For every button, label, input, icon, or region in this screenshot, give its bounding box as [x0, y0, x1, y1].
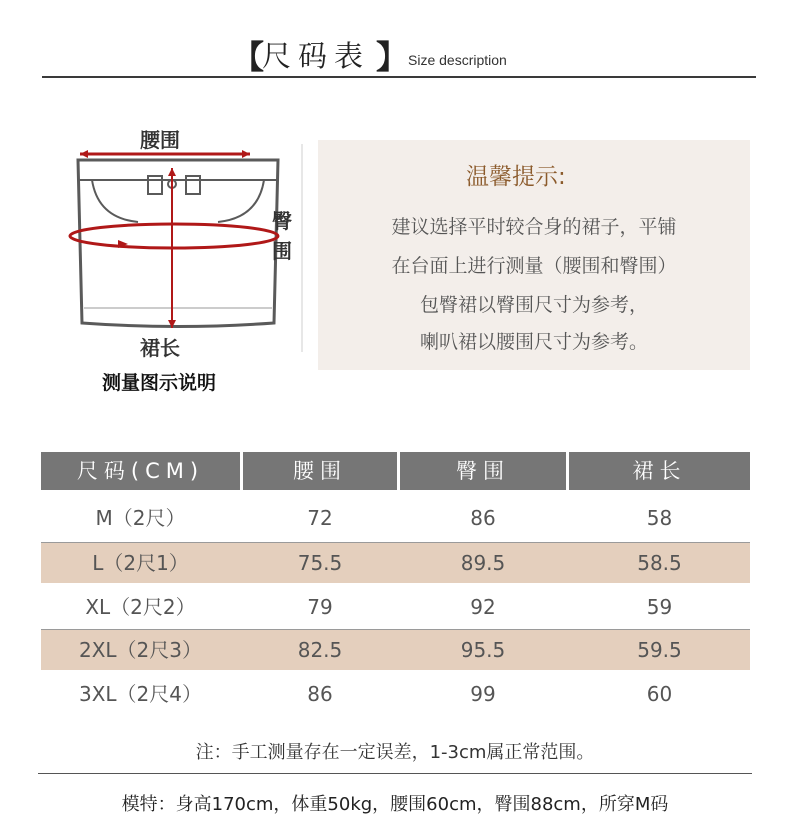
model-info: 模特：身高170cm，体重50kg，腰围60cm，臀围88cm，所穿M码: [121, 794, 669, 815]
size-cell: M（2尺）: [95, 506, 186, 530]
tips-line: 包臀裙以臀围尺寸为参考，: [419, 294, 648, 316]
size-cell: 3XL（2尺4）: [78, 682, 203, 706]
column-header-size: 尺码(CM): [41, 452, 240, 490]
measurement-diagram: [58, 118, 318, 400]
waist-cell: 72: [307, 506, 333, 530]
size-cell: L（2尺1）: [92, 551, 189, 575]
table-header-row: [41, 452, 750, 490]
waist-cell: 79: [307, 595, 333, 619]
table-row: [41, 674, 750, 714]
title-bracket-left: 【: [232, 38, 265, 76]
column-header-hip: 臀围: [400, 452, 566, 490]
length-cell: 58.5: [637, 551, 682, 575]
size-cell: XL（2尺2）: [85, 595, 196, 619]
title-divider: [42, 76, 756, 78]
tips-title: 温馨提示:: [466, 164, 566, 190]
length-label: 裙长: [140, 336, 180, 360]
size-cell: 2XL（2尺3）: [78, 638, 203, 662]
size-table: [41, 452, 750, 706]
column-header-waist: 腰围: [243, 452, 397, 490]
waist-cell: 86: [307, 682, 333, 706]
waist-label: 腰围: [140, 128, 180, 152]
hip-cell: 95.5: [460, 638, 506, 662]
title-row: [0, 28, 790, 76]
footer-divider: [38, 773, 752, 774]
hip-label: 臀围: [272, 209, 292, 263]
hip-cell: 89.5: [460, 551, 506, 575]
hip-cell: 86: [470, 506, 496, 530]
tips-line: 喇叭裙以腰围尺寸为参考。: [419, 331, 648, 353]
length-cell: 59: [646, 595, 673, 619]
table-row: [41, 630, 750, 670]
table-row: [41, 543, 750, 583]
tips-box: [318, 140, 750, 370]
page-subtitle: Size description: [408, 52, 507, 68]
waist-cell: 82.5: [297, 638, 343, 662]
title-bracket-right: 】: [376, 38, 409, 76]
hip-cell: 92: [470, 595, 496, 619]
measurement-note: 注：手工测量存在一定误差，1-3cm属正常范围。: [195, 742, 595, 763]
column-header-length: 裙长: [569, 452, 750, 490]
tips-line: 在台面上进行测量（腰围和臀围）: [391, 255, 677, 277]
table-row: [41, 587, 750, 627]
hip-cell: 99: [470, 682, 496, 706]
length-cell: 59.5: [637, 638, 682, 662]
page-title: 尺码表: [262, 39, 371, 73]
length-cell: 58: [646, 506, 673, 530]
diagram-caption: 测量图示说明: [102, 372, 217, 394]
table-row: [41, 498, 750, 538]
length-cell: 60: [646, 682, 673, 706]
waist-cell: 75.5: [297, 551, 343, 575]
tips-line: 建议选择平时较合身的裙子，平铺: [391, 216, 677, 238]
